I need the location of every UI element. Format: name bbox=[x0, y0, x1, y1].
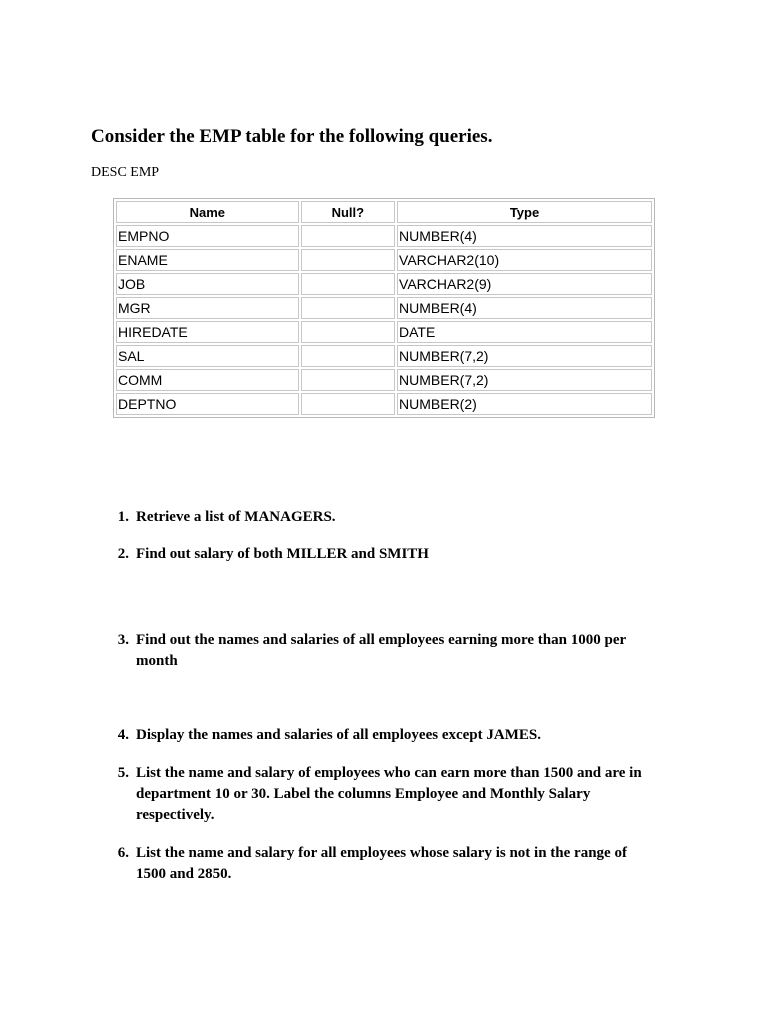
header-type: Type bbox=[397, 201, 652, 223]
cell-name: SAL bbox=[116, 345, 299, 367]
cell-null bbox=[301, 225, 395, 247]
cell-name: COMM bbox=[116, 369, 299, 391]
cell-null bbox=[301, 345, 395, 367]
query-item-1 bbox=[113, 507, 653, 528]
query-number: 1. bbox=[117, 509, 129, 525]
table-header-row bbox=[116, 201, 652, 223]
table-row bbox=[116, 297, 652, 319]
cell-type: NUMBER(4) bbox=[397, 297, 652, 319]
table-row bbox=[116, 369, 652, 391]
header-name: Name bbox=[116, 201, 299, 223]
emp-table bbox=[113, 198, 655, 418]
table-row bbox=[116, 345, 652, 367]
query-text: Display the names and salaries of all employees except JAMES. bbox=[136, 727, 541, 743]
query-number: 2. bbox=[117, 546, 129, 562]
query-text: List the name and salary of employees who can earn more than 1500 and are in department 10 or 30. Label the columns Employee and Monthly Salary respectively. bbox=[136, 765, 642, 823]
cell-type: NUMBER(7,2) bbox=[397, 369, 652, 391]
query-item-2 bbox=[113, 544, 653, 565]
query-number: 5. bbox=[117, 765, 129, 781]
cell-type: NUMBER(2) bbox=[397, 393, 652, 415]
query-number: 4. bbox=[117, 727, 129, 743]
cell-type: NUMBER(4) bbox=[397, 225, 652, 247]
table-row bbox=[116, 225, 652, 247]
cell-type: VARCHAR2(9) bbox=[397, 273, 652, 295]
table-row bbox=[116, 273, 652, 295]
header-null: Null? bbox=[301, 201, 395, 223]
query-item-3 bbox=[113, 630, 653, 672]
query-number: 6. bbox=[117, 845, 129, 861]
cell-null bbox=[301, 249, 395, 271]
query-text: Find out the names and salaries of all employees earning more than 1000 per month bbox=[136, 632, 626, 669]
cell-type: NUMBER(7,2) bbox=[397, 345, 652, 367]
cell-null bbox=[301, 297, 395, 319]
cell-name: MGR bbox=[116, 297, 299, 319]
cell-type: VARCHAR2(10) bbox=[397, 249, 652, 271]
query-item-6 bbox=[113, 843, 653, 885]
query-item-5 bbox=[113, 763, 653, 826]
cell-name: HIREDATE bbox=[116, 321, 299, 343]
page-title: Consider the EMP table for the following queries. bbox=[91, 126, 493, 147]
cell-name: ENAME bbox=[116, 249, 299, 271]
cell-name: DEPTNO bbox=[116, 393, 299, 415]
query-text: List the name and salary for all employees whose salary is not in the range of 1500 and 2850. bbox=[136, 845, 627, 882]
cell-null bbox=[301, 273, 395, 295]
query-text: Find out salary of both MILLER and SMITH bbox=[136, 546, 429, 562]
cell-type: DATE bbox=[397, 321, 652, 343]
query-text: Retrieve a list of MANAGERS. bbox=[136, 509, 336, 525]
cell-null bbox=[301, 393, 395, 415]
table-row bbox=[116, 321, 652, 343]
cell-name: EMPNO bbox=[116, 225, 299, 247]
query-item-4 bbox=[113, 725, 653, 746]
query-number: 3. bbox=[117, 632, 129, 648]
table-row bbox=[116, 249, 652, 271]
cell-name: JOB bbox=[116, 273, 299, 295]
cell-null bbox=[301, 321, 395, 343]
table-row bbox=[116, 393, 652, 415]
desc-command: DESC EMP bbox=[91, 165, 160, 180]
cell-null bbox=[301, 369, 395, 391]
